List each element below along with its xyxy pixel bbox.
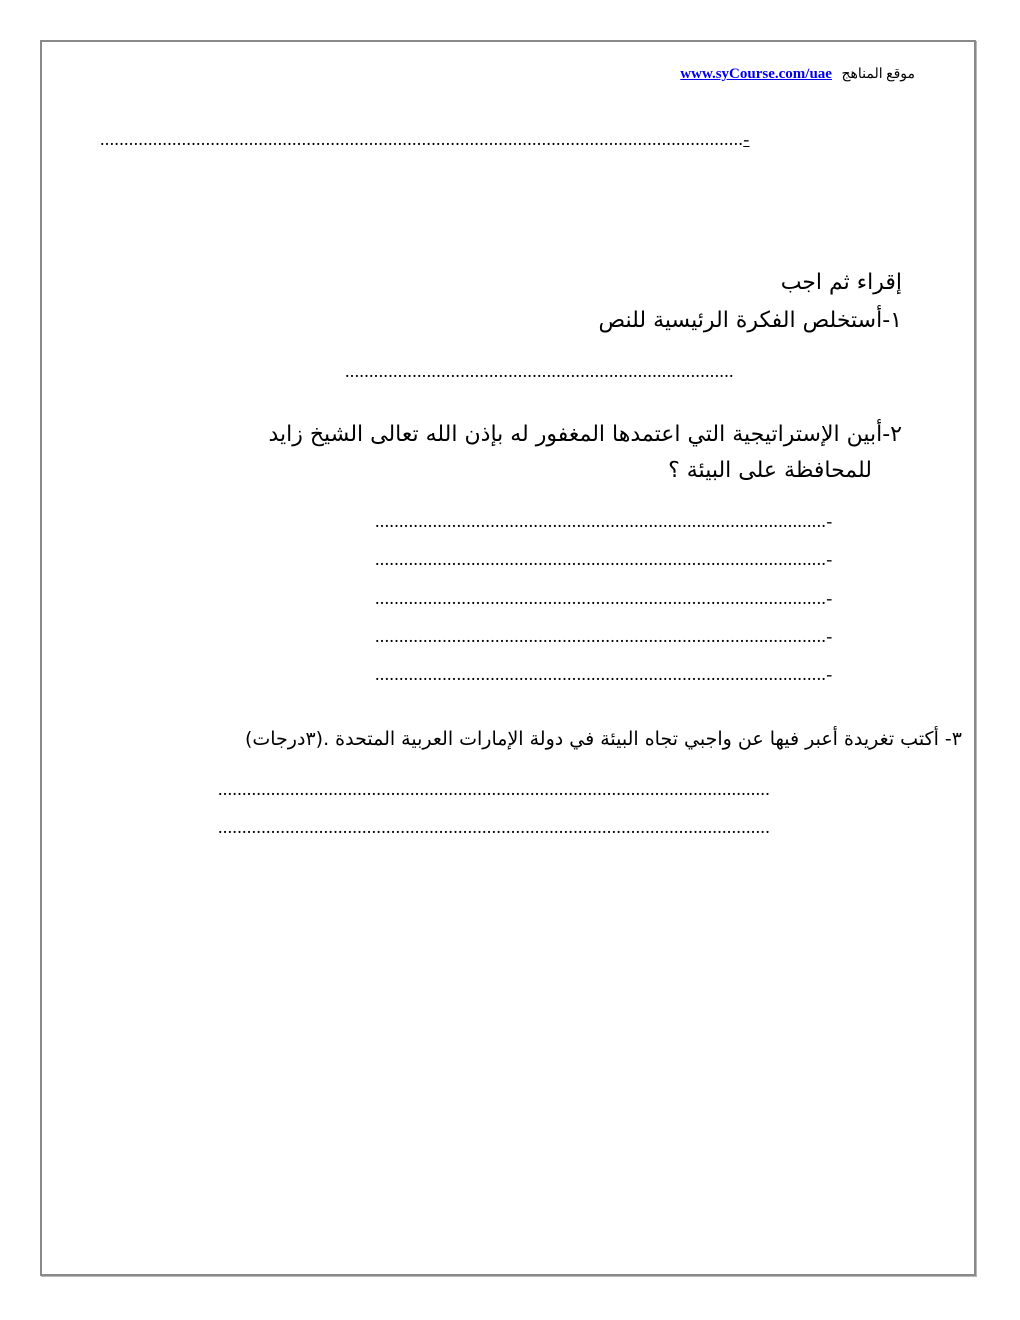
answer-dash: - (743, 130, 750, 148)
answer-dash: - (826, 512, 833, 530)
answer-dash: - (826, 627, 833, 645)
question-1-text: ١-أستخلص الفكرة الرئيسية للنص (598, 308, 902, 333)
question-2-answer-line (375, 627, 962, 645)
question-3-answer-line: ................................................................................................................... (218, 780, 770, 798)
answer-dots: ...................................................................................................................................... (100, 130, 744, 148)
section-title: إقراء ثم اجب (780, 270, 902, 295)
page-border (40, 40, 976, 1276)
question-2-text-line-2: للمحافظة على البيئة ؟ (668, 458, 872, 483)
top-answer-line (100, 130, 905, 148)
site-name: موقع المناهج (841, 67, 915, 82)
question-2-answer-line (375, 589, 962, 607)
question-3-text: ٣- أكتب تغريدة أعبر فيها عن واجبي تجاه البيئة في دولة الإمارات العربية المتحدة .(٣درجات) (244, 728, 962, 750)
answer-dots: .............................................................................................. (375, 550, 827, 568)
question-2-answer-line (375, 512, 962, 530)
question-2-answer-line (375, 550, 962, 568)
answer-dots: .............................................................................................. (375, 512, 827, 530)
answer-dots: .............................................................................................. (375, 627, 827, 645)
question-2-answer-line (375, 665, 962, 683)
question-1-answer-line: ................................................................................. (345, 362, 734, 380)
answer-dots: .............................................................................................. (375, 665, 827, 683)
question-2-text-line-1: ٢-أبين الإستراتيجية التي اعتمدها المغفور له بإذن الله تعالى الشيخ زايد (268, 422, 902, 447)
answer-dash: - (826, 550, 833, 568)
page-header (680, 66, 915, 83)
answer-dash: - (826, 589, 833, 607)
answer-dash: - (826, 665, 833, 683)
question-3-answer-line: ................................................................................................................... (218, 818, 770, 836)
answer-dots: .............................................................................................. (375, 589, 827, 607)
site-url-link[interactable]: www.syCourse.com/uae (680, 66, 832, 82)
